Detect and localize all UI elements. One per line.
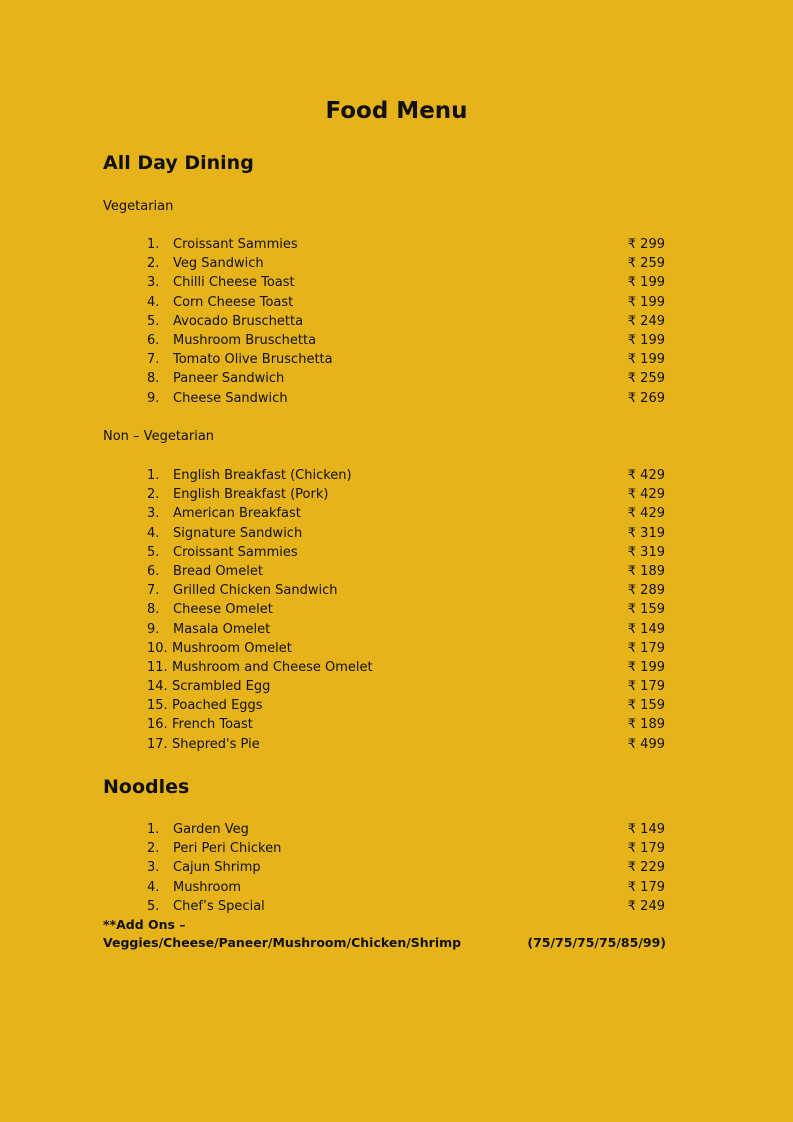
menu-item-price: ₹ 259 xyxy=(627,371,665,387)
menu-item-price: ₹ 249 xyxy=(627,313,665,329)
menu-item-name: Paneer Sandwich xyxy=(173,371,285,387)
addons-prices: (75/75/75/75/85/99) xyxy=(527,935,666,950)
menu-item xyxy=(0,369,793,388)
menu-item-number: 14. xyxy=(147,679,168,695)
menu-item xyxy=(0,581,793,600)
menu-item-price: ₹ 199 xyxy=(627,275,665,291)
menu-item-number: 16. xyxy=(147,717,168,733)
menu-item-number: 3. xyxy=(147,275,160,291)
subheading-non-vegetarian: Non – Vegetarian xyxy=(103,429,215,444)
menu-item-number: 10. xyxy=(147,640,168,656)
menu-item-name: Croissant Sammies xyxy=(173,544,298,560)
menu-item-price: ₹ 299 xyxy=(627,237,665,252)
menu-item-number: 3. xyxy=(147,506,160,522)
menu-item-price: ₹ 229 xyxy=(627,860,665,876)
menu-item xyxy=(0,600,793,619)
menu-item-name: Tomato Olive Bruschetta xyxy=(173,352,333,368)
menu-item xyxy=(0,312,793,331)
menu-item xyxy=(0,858,793,877)
menu-item-number: 4. xyxy=(147,525,160,541)
menu-item xyxy=(0,658,793,677)
menu-item-price: ₹ 179 xyxy=(627,679,665,695)
page-title: Food Menu xyxy=(325,98,468,124)
menu-item-name: Cheese Sandwich xyxy=(173,390,288,406)
menu-item-number: 6. xyxy=(147,332,160,348)
menu-item-price: ₹ 289 xyxy=(627,583,665,599)
menu-item-price: ₹ 199 xyxy=(627,294,665,310)
menu-item-number: 4. xyxy=(147,294,160,310)
menu-item xyxy=(0,485,793,504)
menu-item-name: Bread Omelet xyxy=(173,563,263,579)
menu-item xyxy=(0,897,793,916)
menu-item xyxy=(0,735,793,754)
menu-item-price: ₹ 499 xyxy=(627,736,665,752)
menu-item-name: English Breakfast (Pork) xyxy=(173,487,329,503)
menu-item-number: 9. xyxy=(147,390,160,406)
menu-item-price: ₹ 189 xyxy=(627,563,665,579)
menu-item-number: 8. xyxy=(147,602,160,618)
menu-item xyxy=(0,235,793,254)
menu-item-price: ₹ 149 xyxy=(627,621,665,637)
menu-item-price: ₹ 259 xyxy=(627,256,665,272)
menu-item-name: Masala Omelet xyxy=(173,621,271,637)
non-vegetarian-list xyxy=(0,466,793,754)
menu-item-name: English Breakfast (Chicken) xyxy=(173,468,352,483)
menu-item-price: ₹ 429 xyxy=(627,506,665,522)
menu-item xyxy=(0,466,793,485)
menu-item xyxy=(0,273,793,292)
menu-item-number: 2. xyxy=(147,487,160,503)
menu-item-number: 4. xyxy=(147,879,160,895)
menu-item-name: Mushroom xyxy=(173,879,242,895)
menu-item-name: French Toast xyxy=(172,717,253,733)
menu-item-number: 8. xyxy=(147,371,160,387)
menu-item-price: ₹ 199 xyxy=(627,352,665,368)
menu-item-name: Grilled Chicken Sandwich xyxy=(173,583,338,599)
menu-item-number: 5. xyxy=(147,898,160,914)
menu-item-name: Poached Eggs xyxy=(172,698,263,714)
menu-item xyxy=(0,254,793,273)
menu-item-number: 1. xyxy=(147,468,160,483)
menu-item-name: American Breakfast xyxy=(173,506,301,522)
menu-item-number: 7. xyxy=(147,583,160,599)
menu-item-price: ₹ 429 xyxy=(627,487,665,503)
menu-item-name: Cheese Omelet xyxy=(173,602,273,618)
menu-item-name: Chilli Cheese Toast xyxy=(173,275,295,291)
menu-item-number: 15. xyxy=(147,698,168,714)
menu-item-name: Cajun Shrimp xyxy=(173,860,261,876)
addons-options: Veggies/Cheese/Paneer/Mushroom/Chicken/Shrimp xyxy=(103,935,462,950)
menu-item-price: ₹ 319 xyxy=(627,544,665,560)
menu-item xyxy=(0,562,793,581)
menu-item xyxy=(0,620,793,639)
menu-item-price: ₹ 269 xyxy=(627,390,665,406)
menu-item xyxy=(0,293,793,312)
section-heading-noodles: Noodles xyxy=(103,776,190,798)
menu-item-number: 6. xyxy=(147,563,160,579)
menu-item xyxy=(0,839,793,858)
menu-item-name: Garden Veg xyxy=(173,822,249,837)
noodles-list xyxy=(0,820,793,916)
menu-item xyxy=(0,543,793,562)
menu-item-number: 1. xyxy=(147,237,160,252)
menu-item-price: ₹ 179 xyxy=(627,841,665,857)
menu-item-number: 5. xyxy=(147,544,160,560)
menu-item-number: 7. xyxy=(147,352,160,368)
menu-item-number: 5. xyxy=(147,313,160,329)
menu-item-name: Signature Sandwich xyxy=(173,525,303,541)
menu-item xyxy=(0,820,793,839)
menu-item-number: 2. xyxy=(147,841,160,857)
menu-item-price: ₹ 199 xyxy=(627,659,665,675)
menu-item-name: Mushroom Omelet xyxy=(172,640,292,656)
menu-item-name: Croissant Sammies xyxy=(173,237,298,252)
menu-item xyxy=(0,350,793,369)
vegetarian-list xyxy=(0,235,793,408)
menu-item-name: Avocado Bruschetta xyxy=(173,313,304,329)
menu-item xyxy=(0,715,793,734)
menu-item-price: ₹ 159 xyxy=(627,602,665,618)
menu-item-name: Scrambled Egg xyxy=(172,679,271,695)
menu-item xyxy=(0,639,793,658)
menu-item-name: Chef’s Special xyxy=(173,898,265,914)
menu-item-name: Peri Peri Chicken xyxy=(173,841,282,857)
menu-item-name: Veg Sandwich xyxy=(173,256,264,272)
menu-item-name: Mushroom Bruschetta xyxy=(173,332,317,348)
menu-item-price: ₹ 429 xyxy=(627,468,665,483)
addons-label: **Add Ons – xyxy=(103,917,186,932)
menu-item-number: 2. xyxy=(147,256,160,272)
menu-item-price: ₹ 179 xyxy=(627,640,665,656)
menu-item xyxy=(0,878,793,897)
menu-item-number: 3. xyxy=(147,860,160,876)
menu-item xyxy=(0,504,793,523)
menu-item-price: ₹ 249 xyxy=(627,898,665,914)
menu-item xyxy=(0,331,793,350)
menu-item-number: 11. xyxy=(147,659,168,675)
menu-item xyxy=(0,389,793,408)
menu-item-number: 1. xyxy=(147,822,160,837)
menu-item-number: 17. xyxy=(147,736,168,752)
menu-item-price: ₹ 319 xyxy=(627,525,665,541)
subheading-vegetarian: Vegetarian xyxy=(103,199,174,214)
menu-item-price: ₹ 199 xyxy=(627,332,665,348)
menu-item-price: ₹ 179 xyxy=(627,879,665,895)
addons-note xyxy=(103,916,666,952)
menu-item-name: Shepred's Pie xyxy=(172,736,260,752)
menu-item-price: ₹ 189 xyxy=(627,717,665,733)
menu-item-name: Corn Cheese Toast xyxy=(173,294,294,310)
menu-item xyxy=(0,677,793,696)
menu-item-price: ₹ 149 xyxy=(627,822,665,837)
menu-item-price: ₹ 159 xyxy=(627,698,665,714)
menu-item-name: Mushroom and Cheese Omelet xyxy=(172,659,373,675)
menu-item xyxy=(0,696,793,715)
menu-item-number: 9. xyxy=(147,621,160,637)
section-heading-all-day-dining: All Day Dining xyxy=(103,152,254,174)
menu-item xyxy=(0,524,793,543)
